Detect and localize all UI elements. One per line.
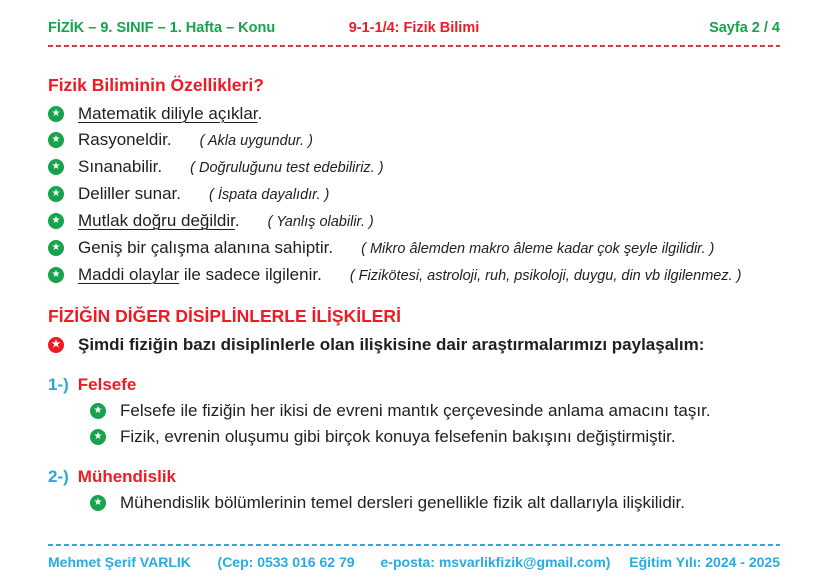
feature-item <box>48 102 780 126</box>
feature-item <box>48 155 780 180</box>
feature-item-text <box>78 128 313 153</box>
feature-item-part: Geniş bir çalışma alanına sahiptir. <box>78 238 334 257</box>
feature-item-text <box>78 209 374 234</box>
footer-email: e-posta: msvarlikfizik@gmail.com) <box>380 554 611 570</box>
subsection-title: Felsefe <box>77 375 137 394</box>
subsection-number: 1-) <box>48 375 69 394</box>
subsection-heading <box>48 375 780 395</box>
star-bullet-icon: ★ <box>48 186 64 202</box>
star-bullet-icon: ★ <box>48 337 64 353</box>
subsection-item-text: Fizik, evrenin oluşumu gibi birçok konuya felsefenin bakışını değiştirmiştir. <box>120 427 676 446</box>
star-bullet-icon: ★ <box>48 267 64 283</box>
feature-item-note: ( İspata dayalıdır. ) <box>209 187 330 203</box>
feature-item-part: . <box>234 211 240 230</box>
header-course: FİZİK – 9. SINIF – 1. Hafta – Konu <box>48 20 276 36</box>
subsection-number: 2-) <box>48 467 69 486</box>
subsection-title: Mühendislik <box>77 467 177 486</box>
star-bullet-icon: ★ <box>48 240 64 256</box>
intro-row <box>48 333 780 357</box>
feature-item <box>48 263 780 288</box>
feature-item-part: Matematik diliyle açıklar <box>78 104 258 123</box>
features-list <box>48 102 780 288</box>
star-bullet-icon: ★ <box>48 106 64 122</box>
page-footer <box>48 554 780 570</box>
feature-item-part: . <box>257 104 263 123</box>
subsection-item <box>90 399 780 423</box>
header-page-number: Sayfa 2 / 4 <box>709 20 780 36</box>
star-bullet-icon: ★ <box>90 495 106 511</box>
header-topic: 9-1-1/4: Fizik Bilimi <box>348 20 480 36</box>
star-bullet-icon: ★ <box>90 429 106 445</box>
intro-text: Şimdi fiziğin bazı disiplinlerle olan ilişkisine dair araştırmalarımızı paylaşalım: <box>78 335 705 354</box>
subsection-item-text: Mühendislik bölümlerinin temel dersleri genellikle fizik alt dallarıyla ilişkilidir. <box>120 493 686 512</box>
footer-year: Eğitim Yılı: 2024 - 2025 <box>629 554 780 570</box>
star-bullet-icon: ★ <box>90 403 106 419</box>
footer-area <box>48 535 780 570</box>
feature-item-part: Rasyoneldir. <box>78 130 172 149</box>
feature-item-note: ( Fizikötesi, astroloji, ruh, psikoloji, duygu, din vb ilgilenmez. ) <box>349 268 742 284</box>
section2-title: FİZİĞİN DİĞER DİSİPLİNLERLE İLİŞKİLERİ <box>48 306 401 326</box>
star-bullet-icon: ★ <box>48 213 64 229</box>
section1-title: Fizik Biliminin Özellikleri? <box>48 75 264 95</box>
feature-item-part: ile sadece ilgilenir. <box>179 265 322 284</box>
feature-item <box>48 236 780 261</box>
feature-item <box>48 209 780 234</box>
subsection-item <box>90 425 780 449</box>
feature-item-part: Maddi olaylar <box>78 265 180 284</box>
subsection-list <box>90 491 780 515</box>
subsections <box>48 375 780 515</box>
feature-item <box>48 182 780 207</box>
star-bullet-icon: ★ <box>48 159 64 175</box>
subsection-item <box>90 491 780 515</box>
feature-item-note: ( Doğruluğunu test edebiliriz. ) <box>190 160 384 176</box>
feature-item-note: ( Mikro âlemden makro âleme kadar çok şeyle ilgilidir. ) <box>361 241 715 257</box>
feature-item-note: ( Yanlış olabilir. ) <box>267 214 374 230</box>
subsection-list <box>90 399 780 449</box>
page-header <box>48 20 780 36</box>
feature-item-part: Sınanabilir. <box>78 157 163 176</box>
subsection-heading <box>48 467 780 487</box>
feature-item-text <box>78 155 384 180</box>
feature-item-text <box>78 182 329 207</box>
feature-item-part: Deliller sunar. <box>78 184 181 203</box>
feature-item-text <box>78 102 262 126</box>
feature-item-note: ( Akla uygundur. ) <box>199 133 313 149</box>
footer-author: Mehmet Şerif VARLIK <box>48 554 191 570</box>
feature-item-text <box>78 236 714 261</box>
subsection-item-text: Felsefe ile fiziğin her ikisi de evreni mantık çerçevesinde anlama amacını taşır. <box>120 401 711 420</box>
star-bullet-icon: ★ <box>48 132 64 148</box>
feature-item <box>48 128 780 153</box>
footer-phone: (Cep: 0533 016 62 79 <box>217 554 355 570</box>
footer-contact <box>218 554 611 570</box>
header-divider <box>48 45 780 47</box>
feature-item-text <box>78 263 741 288</box>
footer-divider <box>48 544 780 546</box>
feature-item-part: Mutlak doğru değildir <box>78 211 235 230</box>
